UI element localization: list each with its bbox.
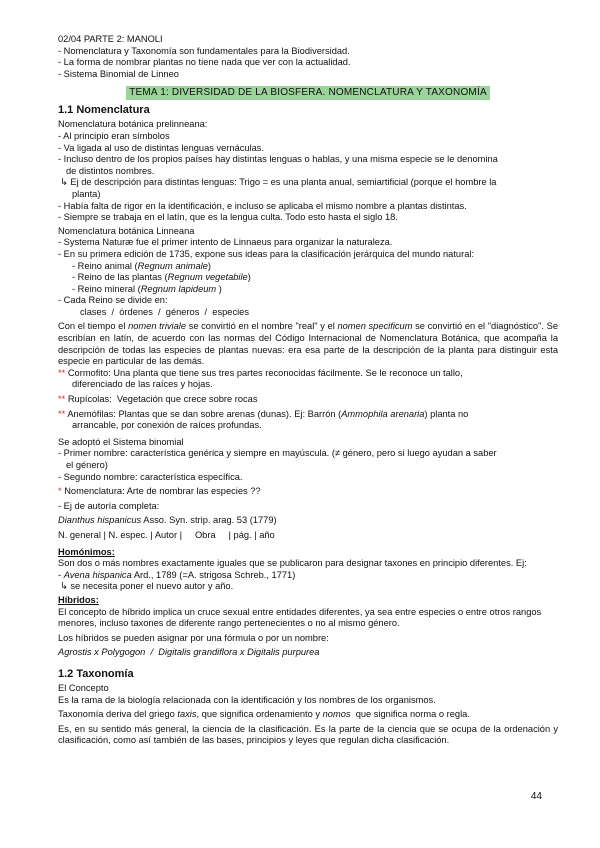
definition-item: ** Rupícolas: Vegetación que crece sobre rocas	[58, 394, 258, 405]
hibridos-text: El concepto de híbrido implica un cruce sexual entre entidades diferentes, ya sea entre especies o entre otros rangos menores, incluso taxones de diferente rango pertenecientes o no al mismo género.	[58, 606, 542, 629]
reino-item: - Reino animal (Regnum animale)	[72, 260, 212, 271]
subheading: Nomenclatura botánica prelinneana:	[58, 119, 208, 130]
arrow-note	[58, 177, 558, 200]
header-line: - Nomenclatura y Taxonomía son fundamentales para la Biodiversidad.	[58, 45, 350, 56]
hibridos-example: Agrostis x Polygogon / Digitalis grandiflora x Digitalis purpurea	[58, 647, 320, 658]
hibridos-heading: Híbridos:	[58, 594, 99, 605]
concept-text: Es la rama de la biología relacionada con la identificación y los nombres de los organismos.	[58, 694, 436, 705]
nomen-paragraph: Con el tiempo el nomen triviale se convirtió en el nombre "real" y el nomen specificum se convirtió en el "diagnóstico". Se escribían en latín, de acuerdo con las normas del Código Internacional de Nomenclatura Botánica, que acompaña la descripción de todas las especies de plantas nuevas: era esa parte de la descripción de la planta para distinguir esta especie en particular de las demás.	[58, 321, 558, 367]
list-item: - Cada Reino se divide en:	[58, 295, 168, 306]
etymology-text: Taxonomía deriva del griego taxis, que significa ordenamiento y nomos que significa norma o regla.	[58, 709, 470, 720]
hibridos-formula: Los híbridos se pueden asignar por una fórmula o por un nombre:	[58, 632, 329, 643]
topic-banner-text: TEMA 1: DIVERSIDAD DE LA BIOSFERA. NOMENCLATURA Y TAXONOMÍA	[126, 86, 490, 100]
authorship-columns: N. general | N. espec. | Autor | Obra | pág. | año	[58, 529, 275, 540]
authorship-example: Dianthus hispanicus Asso. Syn. strip. arag. 53 (1779)	[58, 515, 277, 526]
reino-item: - Reino de las plantas (Regnum vegetabile)	[72, 272, 251, 283]
arrow-note-text: ↳ Ej de descripción para distintas lenguas: Trigo = es una planta anual, semiartificial (porque el hombre la	[60, 177, 497, 188]
list-item: de distintos nombres.	[66, 165, 155, 176]
list-item: - Ej de autoría completa:	[58, 500, 160, 511]
header-line: - La forma de nombrar plantas no tiene nada que ver con la actualidad.	[58, 57, 351, 68]
list-item: - Va ligada al uso de distintas lenguas vernáculas.	[58, 142, 265, 153]
list-item: - Segundo nombre: característica específica.	[58, 471, 243, 482]
divisions-line: clases / órdenes / géneros / especies	[80, 306, 249, 317]
list-item: - Systema Naturæ fue el primer intento de Linnaeus para organizar la naturaleza.	[58, 237, 393, 248]
header-line: - Sistema Binomial de Linneo	[58, 68, 179, 79]
subheading: Nomenclatura botánica Linneana	[58, 225, 195, 236]
general-definition: Es, en su sentido más general, la ciencia de la clasificación. Es la parte de la ciencia que se ocupa de la ordenación y clasificación, como así también de las bases, principios y leyes que regulan dicha clasificación.	[58, 723, 558, 746]
avena-example: - Avena hispanica Ard., 1789 (=A. strigosa Schreb., 1771)	[58, 569, 296, 580]
page-number: 44	[530, 791, 542, 803]
list-item: - Primer nombre: característica genérica y siempre en mayúscula. (≠ género, pero si luego ayudan a saber	[58, 448, 497, 459]
subheading: El Concepto	[58, 682, 109, 693]
page-header	[58, 34, 558, 80]
definition-item: ** Cormofito: Una planta que tiene sus tres partes reconocidas fácilmente. Se le reconoce un tallo, diferenciado de las raíces y hojas.	[58, 367, 463, 390]
list-item: el género)	[66, 460, 108, 470]
avena-note: ↳ se necesita poner el nuevo autor y año.	[60, 581, 234, 592]
binomial-intro: Se adoptó el Sistema binomial	[58, 436, 184, 447]
topic-banner	[58, 86, 558, 100]
homonimos-text: Son dos o más nombres exactamente iguales que se publicaron para designar taxones en principio diferentes. Ej:	[58, 558, 527, 569]
section-title: 1.1 Nomenclatura	[58, 104, 150, 117]
definition-item: ** Anemófilas: Plantas que se dan sobre arenas (dunas). Ej: Barrón (Ammophila arenaria) planta no arrancable, por conexión de raíces profundas.	[58, 408, 469, 431]
list-item: - Al principio eran símbolos	[58, 130, 170, 141]
section-title: 1.2 Taxonomía	[58, 667, 134, 680]
reino-item: - Reino mineral (Regnum lapideum )	[72, 283, 222, 294]
homonimos-heading: Homónimos:	[58, 546, 115, 557]
list-item: - Siempre se trabaja en el latín, que es la lengua culta. Todo esto hasta el siglo 18.	[58, 212, 398, 223]
arrow-note-text: planta)	[72, 188, 101, 199]
header-line: 02/04 PARTE 2: MANOLI	[58, 34, 163, 44]
nomenclatura-note: * Nomenclatura: Arte de nombrar las especies ??	[58, 486, 261, 497]
list-item: - Incluso dentro de los propios países hay distintas lenguas o hablas, y una misma especie se le denomina	[58, 154, 498, 165]
list-item: - Había falta de rigor en la identificación, e incluso se aplicaba el mismo nombre a plantas distintas.	[58, 200, 467, 211]
list-item: - En su primera edición de 1735, expone sus ideas para la clasificación jerárquica del mundo natural:	[58, 248, 475, 259]
